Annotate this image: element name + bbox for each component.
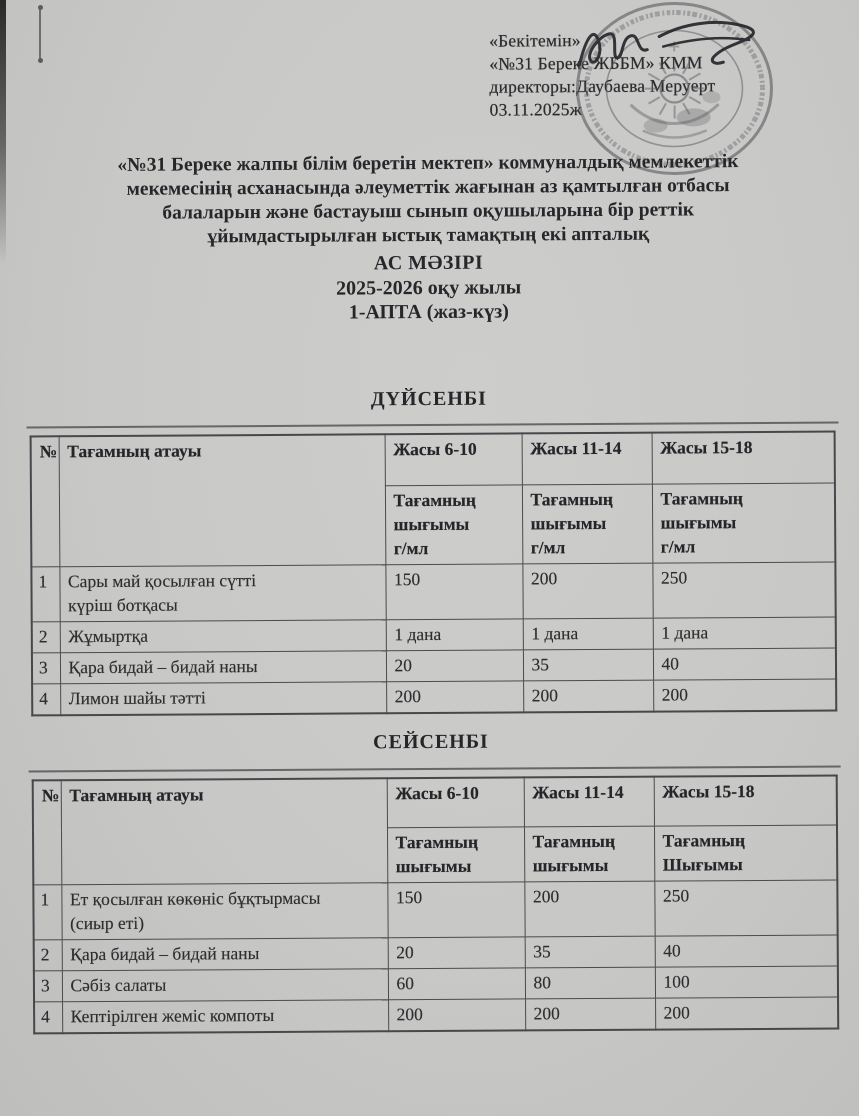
dish-name-cell: Лимон шайы тәтті: [60, 682, 386, 715]
approval-line: 03.11.2025ж: [489, 99, 583, 120]
row-number-cell: 3: [34, 971, 62, 1002]
portion-subheader: Тағамның шығымы: [524, 826, 654, 882]
school-year: 2025-2026 оқу жылы: [336, 275, 522, 300]
dish-name-cell: Жұмыртқа: [60, 620, 386, 653]
signature-icon: [563, 12, 777, 87]
portion-subheader: Тағамның шығымы г/мл: [522, 484, 652, 564]
approval-line: «№31 Береке ЖББМ» КММ: [489, 52, 703, 74]
portion-cell: 150: [387, 882, 524, 938]
portion-cell: 200: [653, 679, 836, 712]
table-row: [32, 617, 836, 653]
table-row: [34, 935, 838, 971]
age-11-14-header: Жасы 11-14: [522, 433, 652, 485]
row-number-cell: 1: [33, 885, 61, 940]
portion-cell: 35: [523, 649, 653, 681]
portion-subheader: Тағамның шығымы г/мл: [385, 485, 522, 565]
age-15-18-header: Жасы 15-18: [654, 776, 837, 827]
portion-cell: 150: [385, 564, 522, 620]
portion-cell: 1 дана: [386, 619, 523, 651]
portion-cell: 100: [655, 966, 838, 998]
row-number-cell: 4: [34, 1002, 62, 1034]
day-heading-monday: ДҮЙСЕНБІ: [370, 387, 487, 411]
table-row: [34, 997, 838, 1033]
col-number-header: №: [33, 780, 62, 885]
portion-cell: 200: [386, 681, 523, 713]
table-row: [33, 880, 837, 940]
monday-table-wrap: [30, 431, 836, 717]
row-number-cell: 4: [32, 684, 60, 716]
portion-cell: 200: [655, 997, 838, 1030]
portion-cell: 35: [525, 936, 655, 968]
row-number-cell: 3: [32, 653, 60, 684]
portion-cell: 200: [523, 680, 653, 712]
dish-name-cell: Қара бидай – бидай наны: [60, 651, 386, 684]
portion-cell: 1 дана: [523, 618, 653, 650]
tuesday-menu-table: [32, 775, 840, 1035]
dish-name-cell: Сары май қосылған сүтті күріш ботқасы: [59, 565, 385, 622]
row-number-cell: 1: [31, 567, 59, 622]
menu-title: АС МӘЗІРІ: [373, 251, 484, 275]
portion-cell: 80: [525, 967, 655, 999]
table-row: [32, 648, 836, 684]
age-6-10-header: Жасы 6-10: [385, 433, 522, 485]
portion-subheader: Тағамның шығымы: [387, 827, 524, 883]
monday-menu-table: [30, 431, 838, 717]
portion-cell: 60: [388, 968, 525, 1000]
dish-name-cell: Кептірілген жеміс компоты: [62, 1000, 388, 1033]
portion-cell: 40: [653, 648, 836, 680]
approval-line: директоры:Даубаева Меруерт: [489, 75, 716, 97]
week-label: 1-АПТА (жаз-күз): [348, 300, 509, 324]
tuesday-table-wrap: [32, 775, 838, 1035]
dish-name-header: Тағамның атауы: [59, 434, 386, 566]
row-number-cell: 2: [32, 622, 60, 653]
portion-cell: 200: [524, 881, 654, 937]
age-15-18-header: Жасы 15-18: [652, 432, 835, 485]
table-row: [34, 966, 838, 1002]
portion-cell: 250: [652, 562, 835, 618]
portion-cell: 20: [388, 937, 525, 969]
title-block: [42, 150, 815, 327]
row-number-cell: 2: [34, 940, 62, 971]
dish-name-cell: Ет қосылған көкөніс бұқтырмасы (сиыр еті): [61, 883, 387, 940]
approval-line: «Бекітемін»: [489, 30, 581, 51]
age-6-10-header: Жасы 6-10: [387, 777, 524, 827]
dish-name-header: Тағамның атауы: [61, 778, 388, 884]
portion-subheader: Тағамның Шығымы: [654, 825, 837, 881]
table-row: [31, 562, 835, 622]
portion-cell: 200: [525, 998, 655, 1030]
portion-cell: 200: [388, 999, 525, 1031]
dish-name-cell: Қара бидай – бидай наны: [62, 938, 388, 971]
day-heading-tuesday: СЕЙСЕНБІ: [373, 730, 489, 754]
col-number-header: №: [31, 436, 60, 567]
portion-cell: 20: [386, 650, 523, 682]
age-11-14-header: Жасы 11-14: [524, 777, 654, 827]
portion-subheader: Тағамның шығымы г/мл: [652, 483, 835, 563]
dish-name-cell: Сәбіз салаты: [62, 969, 388, 1002]
portion-cell: 200: [522, 563, 652, 619]
portion-cell: 40: [655, 935, 838, 967]
document-title: «№31 Береке жалпы білім беретін мектеп» коммуналдық мемлекеттік мекемесінің асханасында әлеуметтік жағынан аз қамтылған отбасы балаларын және бастауыш сынып оқушыларына бір реттік ұйымдастырылған ыстық тамақтың екі апталық: [117, 151, 739, 248]
table-row: [32, 679, 836, 715]
portion-cell: 1 дана: [653, 617, 836, 649]
portion-cell: 250: [654, 880, 837, 936]
